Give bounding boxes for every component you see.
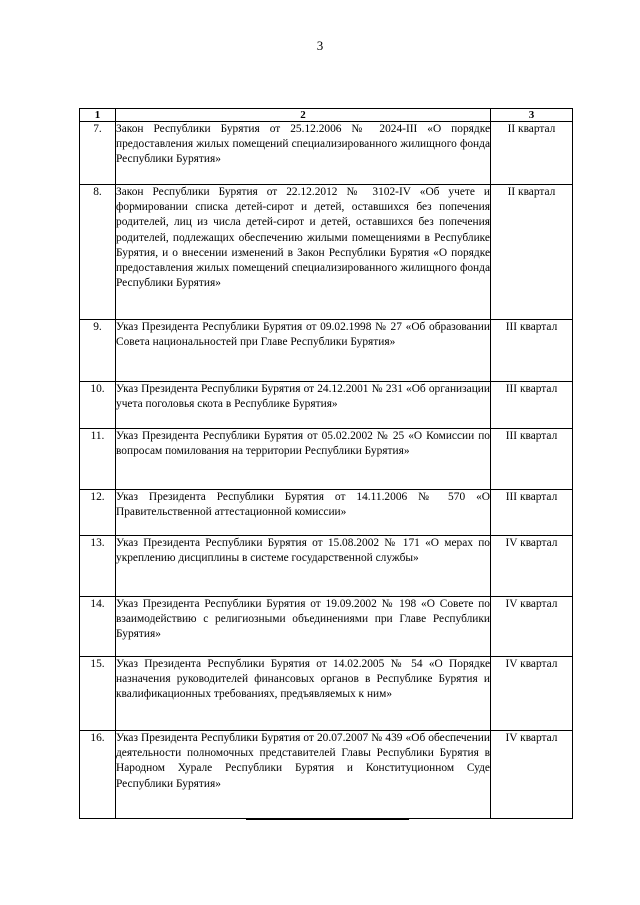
document-title: Указ Президента Республики Бурятия от 19.09.2002 № 198 «О Совете по взаимодействию с религиозными объединениями при Главе Республики Бурятия» bbox=[116, 597, 491, 657]
row-number: 10. bbox=[80, 382, 116, 429]
table-header-row bbox=[80, 109, 573, 122]
table-row bbox=[80, 490, 573, 536]
row-number: 14. bbox=[80, 597, 116, 657]
page-number: 3 bbox=[316, 38, 324, 53]
quarter-cell: III квартал bbox=[491, 490, 573, 536]
quarter-cell: IV квартал bbox=[491, 731, 573, 819]
table-row bbox=[80, 536, 573, 597]
document-title: Закон Республики Бурятия от 25.12.2006 № 2024-III «О порядке предоставления жилых помещений специализированного жилищного фонда Республики Бурятия» bbox=[116, 122, 491, 185]
document-title: Указ Президента Республики Бурятия от 14.11.2006 № 570 «О Правительственной аттестационной комиссии» bbox=[116, 490, 491, 536]
column-header-document: 2 bbox=[116, 109, 491, 122]
row-number: 7. bbox=[80, 122, 116, 185]
quarter-cell: III квартал bbox=[491, 382, 573, 429]
table-row bbox=[80, 382, 573, 429]
table-row bbox=[80, 320, 573, 382]
table-row bbox=[80, 185, 573, 320]
document-title: Указ Президента Республики Бурятия от 09.02.1998 № 27 «Об образовании Совета национальностей при Главе Республики Бурятия» bbox=[116, 320, 491, 382]
table-row bbox=[80, 122, 573, 185]
quarter-cell: II квартал bbox=[491, 185, 573, 320]
quarter-cell: IV квартал bbox=[491, 597, 573, 657]
document-title: Указ Президента Республики Бурятия от 20.07.2007 № 439 «Об обеспечении деятельности полномочных представителей Главы Республики Бурятия в Народном Хурале Республики Бурятия и Конституционном Суде Республики Бурятия» bbox=[116, 731, 491, 819]
document-title: Указ Президента Республики Бурятия от 14.02.2005 № 54 «О Порядке назначения руководителей финансовых органов в Республике Бурятия и квалификационных требованиях, предъявляемых к ним» bbox=[116, 657, 491, 731]
row-number: 9. bbox=[80, 320, 116, 382]
row-number: 8. bbox=[80, 185, 116, 320]
table-row bbox=[80, 657, 573, 731]
legal-acts-table bbox=[79, 108, 573, 819]
quarter-cell: IV квартал bbox=[491, 536, 573, 597]
table-row bbox=[80, 597, 573, 657]
row-number: 16. bbox=[80, 731, 116, 819]
table-row bbox=[80, 429, 573, 490]
row-number: 13. bbox=[80, 536, 116, 597]
document-title: Указ Президента Республики Бурятия от 24.12.2001 № 231 «Об организации учета поголовья скота в Республике Бурятия» bbox=[116, 382, 491, 429]
document-title: Указ Президента Республики Бурятия от 05.02.2002 № 25 «О Комиссии по вопросам помилования на территории Республики Бурятия» bbox=[116, 429, 491, 490]
table-row bbox=[80, 731, 573, 819]
document-title: Закон Республики Бурятия от 22.12.2012 № 3102-IV «Об учете и формировании списка детей-сирот и детей, оставшихся без попечения родителей, лиц из числа детей-сирот и детей, оставшихся без попечения родителей, подлежащих обеспечению жилыми помещениями в Республике Бурятия, и о внесении изменений в Закон Республики Бурятия «О порядке предоставления жилых помещений специализированного жилищного фонда Республики Бурятия» bbox=[116, 185, 491, 320]
quarter-cell: IV квартал bbox=[491, 657, 573, 731]
quarter-cell: II квартал bbox=[491, 122, 573, 185]
document-title: Указ Президента Республики Бурятия от 15.08.2002 № 171 «О мерах по укреплению дисциплины в системе государственной службы» bbox=[116, 536, 491, 597]
row-number: 15. bbox=[80, 657, 116, 731]
column-header-quarter: 3 bbox=[491, 109, 573, 122]
quarter-cell: III квартал bbox=[491, 320, 573, 382]
footer-separator-line bbox=[246, 819, 409, 820]
row-number: 12. bbox=[80, 490, 116, 536]
quarter-cell: III квартал bbox=[491, 429, 573, 490]
row-number: 11. bbox=[80, 429, 116, 490]
column-header-number: 1 bbox=[80, 109, 116, 122]
